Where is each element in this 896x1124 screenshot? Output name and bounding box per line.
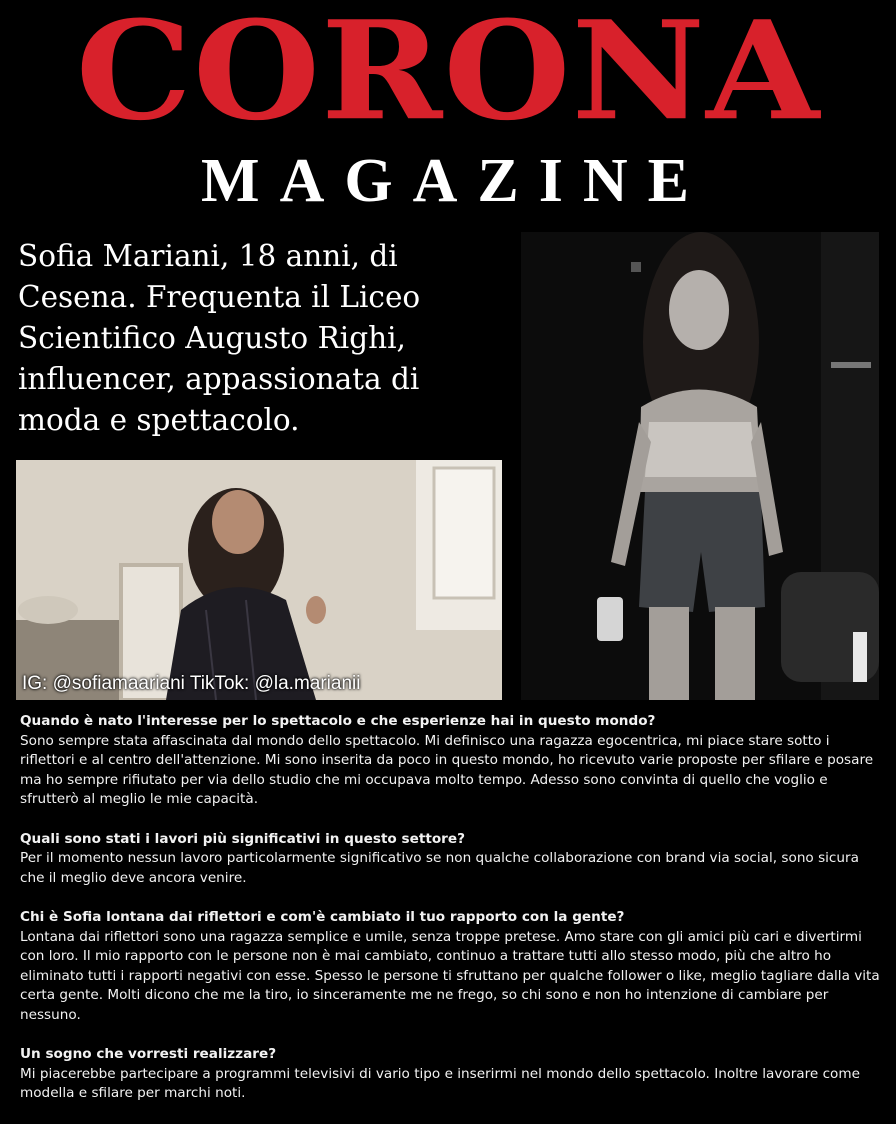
social-handles-caption: IG: @sofiamaariani TikTok: @la.marianii: [22, 673, 361, 694]
question-text: Quando è nato l'interesse per lo spettacolo e che esperienze hai in questo mondo?: [20, 713, 656, 729]
question-text: Quali sono stati i lavori più significativi in questo settore?: [20, 830, 465, 847]
answer-text: Sono sempre stata affascinata dal mondo dello spettacolo. Mi definisco una ragazza egocentrica, mi piace stare sotto i riflettori e al centro dell'attenzione. Mi sono inserita da poco in questo mondo, ho ricevuto varie proposte per sfilare e posare ma ho sempre rifiutato per via dello studio che mi occupava molto tempo. Adesso sono convinta di quello che voglio e sfrutterò al meglio le mie capacità.: [20, 732, 874, 807]
qa-block: [20, 712, 880, 810]
qa-block: [20, 830, 880, 889]
question-text: Un sogno che vorresti realizzare?: [20, 1046, 277, 1062]
intro-text: Sofia Mariani, 18 anni, di Cesena. Frequenta il Liceo Scientifico Augusto Righi, influencer, appassionata di moda e spettacolo.: [18, 239, 421, 437]
interior-photo: [16, 460, 502, 700]
magazine-subtitle: MAGAZINE: [201, 147, 709, 215]
answer-text: Lontana dai riflettori sono una ragazza semplice e umile, senza troppe pretese. Amo stare con gli amici più cari e divertirmi con loro. Il mio rapporto con le persone non è mai cambiato, continuo a trattare tutti allo stesso modo, più che altro ho eliminato tutti i rapporti negativi con esse. Spesso le persone ti sfruttano per qualche follower o like, meglio tagliare dalla vita certa gente. Molti dicono che me la tiro, io sinceramente me ne frego, so chi sono e non ho intenzione di cambiare per nessuno.: [20, 928, 880, 1023]
night-portrait-photo: [521, 232, 879, 700]
question-text: Chi è Sofia lontana dai riflettori e com'è cambiato il tuo rapporto con la gente?: [20, 909, 625, 925]
qa-block: [20, 908, 880, 1025]
interior-photo-illustration: [16, 460, 502, 700]
night-portrait-illustration: [521, 232, 879, 700]
answer-text: Per il momento nessun lavoro particolarmente significativo se non qualche collaborazione con brand via social, sono sicura che il meglio deve ancora venire.: [20, 850, 859, 886]
interview-article: [20, 712, 880, 1124]
qa-block: [20, 1045, 880, 1104]
magazine-title: CORONA: [75, 0, 821, 151]
answer-text: Mi piacerebbe partecipare a programmi televisivi di vario tipo e inserirmi nel mondo dello spettacolo. Inoltre lavorare come modella e sfilare per marchi noti.: [20, 1065, 860, 1101]
